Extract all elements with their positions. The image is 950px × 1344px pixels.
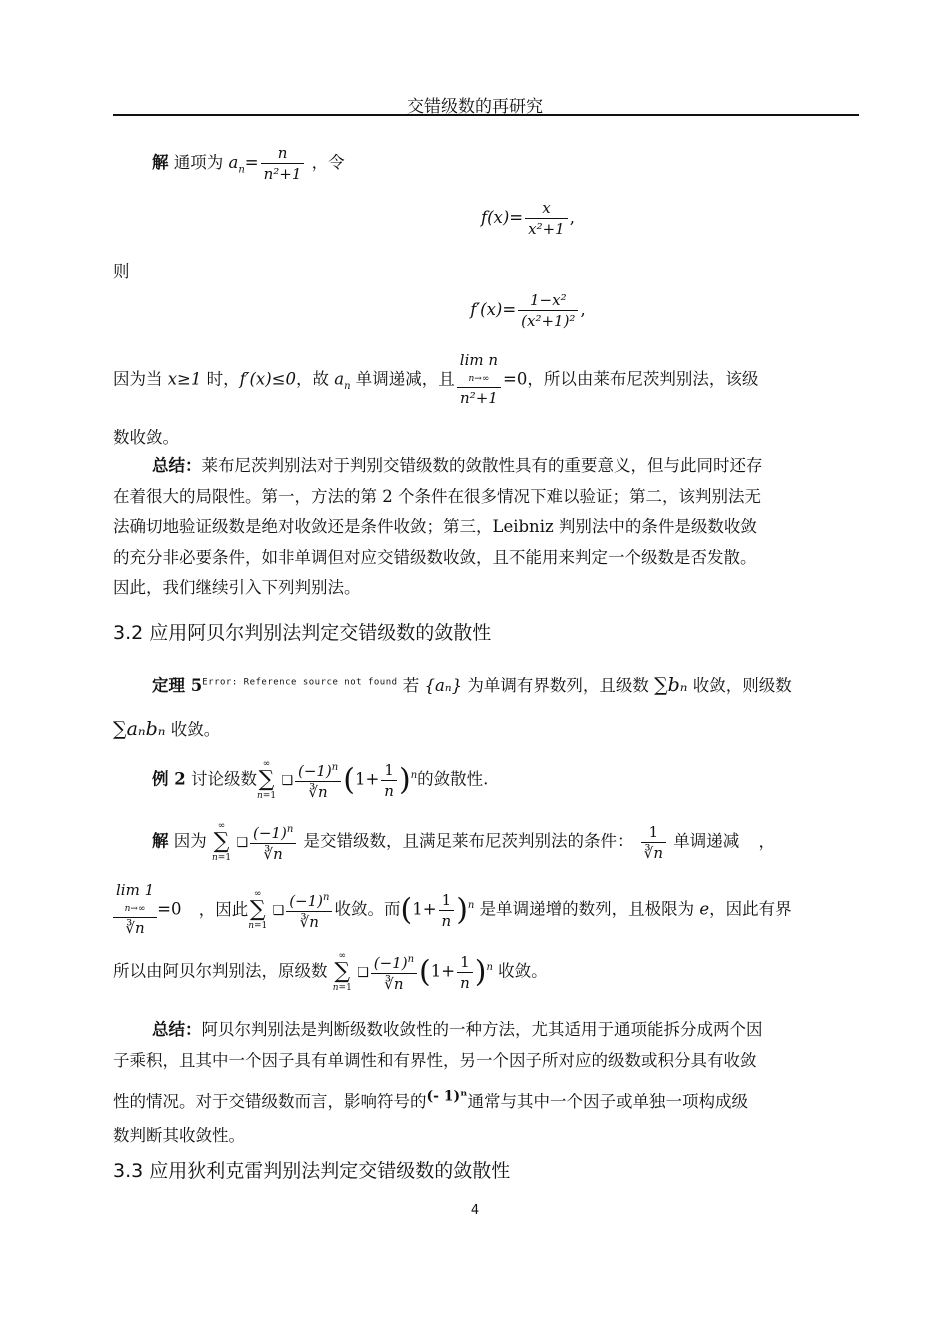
- text: 讨论级数: [190, 769, 257, 789]
- running-header: 交错级数的再研究: [407, 97, 543, 117]
- text: 是单调递增的数列，且极限为: [479, 899, 695, 919]
- lim-sub: n→∞: [468, 374, 490, 384]
- summary2-line-2: 子乘积，且其中一个因子具有单调性和有界性，另一个因子所对应的级数或积分具有收敛: [113, 1051, 757, 1070]
- summary-label: 总结：: [152, 1020, 202, 1039]
- fraction-num: x: [525, 198, 568, 219]
- math-lhs: f′(x)=: [470, 300, 517, 319]
- math-var: a: [228, 153, 239, 172]
- lim-top: lim n: [459, 351, 499, 369]
- text: 因为当: [113, 369, 163, 389]
- text: 收敛。: [498, 961, 548, 981]
- summary2-line-1: [152, 1016, 859, 1040]
- reference-error: Error: Reference source not found: [202, 677, 398, 688]
- paren: ): [474, 954, 487, 990]
- fraction: [286, 888, 332, 932]
- text: 单调递减: [673, 831, 740, 851]
- fraction: [295, 758, 341, 802]
- fraction-den: n²+1: [263, 165, 302, 183]
- text: 收敛，则级数: [692, 676, 792, 695]
- section-3-3-heading: 3.3 应用狄利克雷判别法判定交错级数的敛散性: [113, 1160, 511, 1182]
- math-tail: ,: [580, 300, 586, 319]
- paren: (: [343, 762, 355, 798]
- text: ，因此有界: [709, 899, 792, 919]
- fraction-num: 1: [641, 822, 666, 843]
- solution-text: 通项为: [173, 153, 224, 172]
- limit-den: n²+1: [460, 389, 498, 407]
- fraction-num: 1: [457, 952, 473, 973]
- math-eq: =0: [503, 369, 528, 389]
- fraction-num: $(-1)^n$: [250, 820, 296, 844]
- math: x≥1: [167, 369, 202, 389]
- fraction-den: ∛n: [299, 913, 319, 931]
- fraction-num: $(-1)^n$: [295, 758, 341, 782]
- fraction-den: ∛n: [263, 845, 283, 863]
- fraction-den: ∛n: [643, 843, 663, 862]
- fraction: [371, 950, 417, 994]
- math-sub: n: [344, 380, 351, 392]
- paren: (: [400, 892, 413, 928]
- theorem5-line-2: [113, 716, 859, 740]
- theorem5-line: [152, 672, 859, 696]
- exponent: n: [467, 900, 475, 911]
- summary1-line-3: 的充分非必要条件，如非单调但对应交错级数收敛，且不能用来判定一个级数是否发散。: [113, 547, 757, 567]
- solution-label: 解: [152, 153, 169, 172]
- fraction: [261, 143, 305, 184]
- text: ，故: [296, 369, 329, 389]
- math: ∑bₙ: [654, 674, 688, 696]
- paren: ): [456, 892, 468, 928]
- equation-f: [113, 198, 943, 239]
- solution2-line-3: 所以由阿贝尔判别法，原级数 ∞ ∑ n=1 ❑ $\frac{(-1)^n}{∛n}$ (1+ $\frac{1}{n}$ )$^n$ 收敛。: [113, 951, 548, 993]
- fraction-den: ∛n: [384, 975, 404, 993]
- fraction-den: x²+1: [528, 220, 565, 238]
- summary1-line-4: 因此，我们继续引入下列判别法。: [113, 578, 361, 597]
- fraction: [518, 290, 578, 331]
- fraction: [641, 822, 666, 863]
- fraction-num: 1: [381, 760, 397, 781]
- equation-fprime: [113, 290, 943, 331]
- because-line: [113, 352, 859, 408]
- math-var: a: [334, 369, 345, 389]
- fraction: [457, 952, 473, 993]
- solution2-line: [152, 820, 859, 864]
- missing-glyph-icon: ❑: [272, 903, 285, 919]
- math: f′(x)≤0: [239, 369, 296, 389]
- fraction: [250, 820, 296, 864]
- text: 单调递减，且: [355, 369, 455, 389]
- solution-text: ，令: [311, 153, 345, 172]
- solution-label: 解: [152, 831, 169, 851]
- summary1-paragraph: [113, 451, 859, 604]
- text: 收敛。而: [334, 899, 401, 919]
- math-sub: n: [238, 164, 245, 176]
- fraction-den: n: [460, 973, 470, 992]
- missing-glyph-icon: ❑: [236, 835, 248, 851]
- sigma: ∞ ∑ n=1: [212, 821, 232, 863]
- math-var: e: [699, 899, 710, 919]
- text: ，: [758, 831, 775, 851]
- summary-label: 总结：: [152, 456, 202, 475]
- summary-text: 阿贝尔判别法是判断级数收敛性的一种方法，尤其适用于通项能拆分成两个因: [201, 1020, 763, 1039]
- example2-line: 例 2 讨论级数∞ ∑ n=1 ❑ $\frac{(-1)^n}{∛n}$ (1+ $\frac{1}{n}$ )$^n$的敛散性.: [152, 759, 489, 801]
- text: ，因此: [198, 899, 249, 919]
- fraction: [439, 890, 455, 931]
- lim-top: lim 1: [116, 881, 155, 899]
- then-text: 则: [113, 262, 130, 281]
- limit-fraction: [457, 352, 501, 408]
- text: ，所以由莱布尼茨判别法，该级: [527, 369, 759, 389]
- text: 时，: [206, 369, 240, 389]
- page-number: 4: [470, 1203, 480, 1218]
- missing-glyph-icon: ❑: [281, 773, 293, 789]
- summary-text: 性的情况。对于交错级数而言，影响符号的: [113, 1092, 427, 1111]
- fraction: [525, 198, 568, 239]
- fraction-den: (x²+1)²: [521, 312, 576, 330]
- example-label: 例 2: [152, 769, 186, 789]
- limit-den: ∛n: [125, 919, 145, 937]
- summary2-line-3: [113, 1088, 859, 1112]
- sigma: ∞ ∑ n=1: [256, 759, 277, 801]
- math: {aₙ}: [424, 676, 463, 695]
- fraction-num: $(-1)^n$: [371, 950, 417, 974]
- math: (- 1)ⁿ: [426, 1088, 468, 1105]
- paren: ): [398, 762, 411, 798]
- text: 所以由阿贝尔判别法，原级数: [113, 961, 328, 981]
- fraction-den: ∛n: [308, 783, 328, 801]
- summary-text: 莱布尼茨判别法对于判别交错级数的敛散性具有的重要意义，但与此同时还存: [201, 456, 763, 475]
- text: 是交错级数，且满足莱布尼茨判别法的条件：: [303, 831, 634, 851]
- summary2-line-4: 数判断其收敛性。: [113, 1126, 245, 1145]
- fraction: [381, 760, 397, 801]
- math-tail: ,: [569, 208, 575, 227]
- sigma: ∞ ∑ n=1: [332, 951, 352, 993]
- math-eq: =0: [157, 899, 182, 919]
- missing-glyph-icon: ❑: [357, 965, 369, 981]
- fraction-num: 1: [439, 890, 455, 911]
- text: 为单调有界数列，且级数: [467, 676, 649, 695]
- fraction-den: n: [384, 781, 394, 800]
- header-rule: [113, 114, 859, 116]
- lim-sub: n→∞: [124, 904, 146, 914]
- solution1-line: [152, 143, 859, 184]
- summary1-line-2: 法确切地验证级数是绝对收敛还是条件收敛；第三，Leibniz 判别法中的条件是级数收敛: [113, 517, 757, 536]
- solution2-line-2: lim 1 n→∞ ∛n =0 ，因此∞ ∑ n=1 ❑ $\frac{(-1)^n}{∛n}$ 收敛。而(1+ $\frac{1}{n}$ )$^n$ 是单调递增的数列，且极限为 e，因此有界: [113, 882, 859, 938]
- fraction-num: $(-1)^n$: [286, 888, 332, 912]
- fraction-num: 1−x²: [518, 290, 578, 311]
- summary1-line-1: 在着很大的局限性。第一，方法的第 2 个条件在很多情况下难以验证；第二，该判别法无: [113, 486, 761, 506]
- math-lhs: f(x)=: [481, 208, 524, 227]
- paren: (: [419, 954, 431, 990]
- conclusion-line: 数收敛。: [113, 428, 179, 447]
- fraction-den: n: [441, 911, 452, 930]
- exponent: n: [410, 770, 418, 781]
- limit-num: [113, 882, 157, 918]
- summary1-line-0: [113, 451, 859, 482]
- sigma: ∞ ∑ n=1: [248, 889, 268, 931]
- limit-num: [457, 352, 501, 388]
- math: ∑aₙbₙ: [113, 718, 166, 740]
- math-eq: =: [244, 153, 259, 172]
- text: 因为: [173, 831, 207, 851]
- text: 若: [402, 676, 420, 695]
- limit-fraction: [113, 882, 157, 938]
- text: 的敛散性.: [417, 769, 489, 789]
- text: 收敛。: [170, 720, 221, 739]
- fraction-num: n: [261, 143, 305, 164]
- section-3-2-heading: 3.2 应用阿贝尔判别法判定交错级数的敛散性: [113, 622, 492, 644]
- theorem-label: 定理 5: [152, 676, 203, 695]
- summary-text: 通常与其中一个因子或单独一项构成级: [467, 1092, 748, 1111]
- exponent: n: [486, 962, 493, 973]
